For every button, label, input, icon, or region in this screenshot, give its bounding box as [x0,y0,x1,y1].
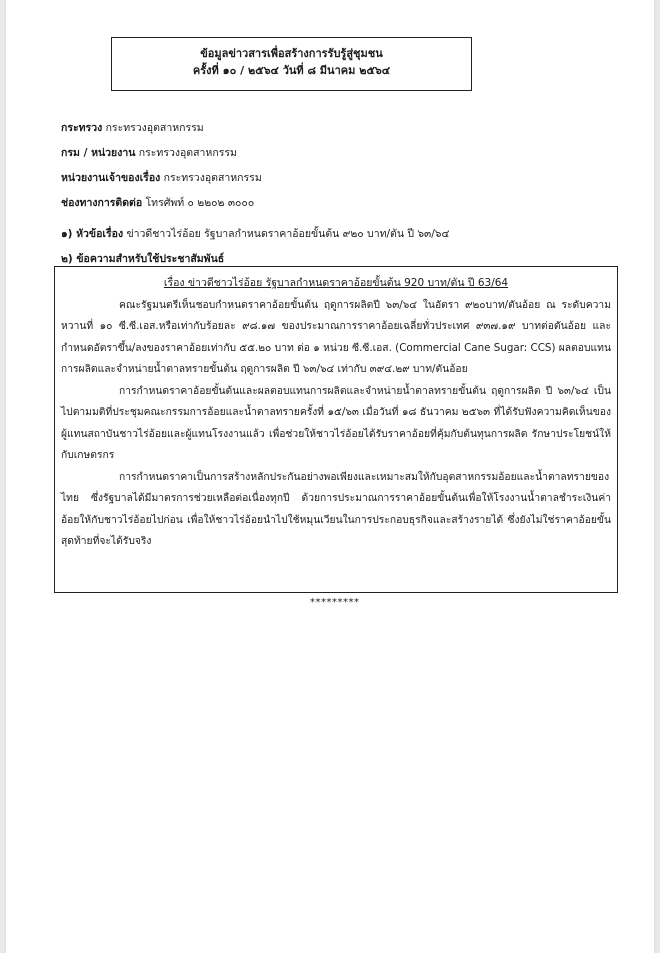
document-page [6,0,654,953]
owner-value: กระทรวงอุตสาหกรรม [163,172,262,184]
end-stars: ********* [310,597,360,608]
content-paragraph-1: คณะรัฐมนตรีเห็นชอบกำหนดราคาอ้อยขั้นต้น ฤดูการผลิตปี ๖๓/๖๔ ในอัตรา ๙๒๐บาท/ตันอ้อย ณ ระดับความหวานที่ ๑๐ ซี.ซี.เอส.หรือเท่ากับร้อยละ ๙๘.๑๗ ของประมาณการราคาอ้อยเฉลี่ยทั่วประเทศ ๙๓๗.๑๙ บาทต่อตันอ้อย และกำหนดอัตราขึ้น/ลงของราคาอ้อยเท่ากับ ๕๕.๒๐ บาท ต่อ ๑ หน่วย ซี.ซี.เอส. (Commercial Cane Sugar: CCS) ผลตอบแทนการผลิตและจำหน่ายน้ำตาลทรายขั้นต้น ฤดูการผลิต ปี ๖๓/๖๔ เท่ากับ ๓๙๔.๒๙ บาท/ตันอ้อย [61,298,611,375]
header-box [111,37,472,91]
department-label: กรม / หน่วยงาน [61,147,136,159]
contact-label: ช่องทางการติดต่อ [61,197,143,209]
meta-owner [61,171,262,185]
content-paragraph-2: การกำหนดราคาอ้อยขั้นต้นและผลตอบแทนการผลิตและจำหน่ายน้ำตาลทรายขั้นต้น ฤดูการผลิต ปี ๖๓/๖๔ เป็นไปตามมติที่ประชุมคณะกรรมการอ้อยและน้ำตาลทรายครั้งที่ ๑๕/๖๓ เมื่อวันที่ ๑๘ ธันวาคม ๒๕๖๓ ที่ได้รับฟังความคิดเห็นของผู้แทนสถาบันชาวไร่อ้อยและผู้แทนโรงงานแล้ว เพื่อช่วยให้ชาวไร่อ้อยได้รับราคาอ้อยที่คุ้มกับต้นทุนการผลิต รักษาประโยชน์ให้กับเกษตรกร [61,384,611,461]
owner-label: หน่วยงานเจ้าของเรื่อง [61,172,161,184]
meta-ministry [61,121,204,135]
meta-contact [61,196,254,210]
header-title: ข้อมูลข่าวสารเพื่อสร้างการรับรู้สู่ชุมชน [200,47,383,60]
header-subtitle: ครั้งที่ ๑๐ / ๒๕๖๔ วันที่ ๘ มีนาคม ๒๕๖๔ [192,64,391,77]
topic-line [61,227,449,241]
pr-section-heading [61,252,224,266]
topic-value: ข่าวดีชาวไร่อ้อย รัฐบาลกำหนดราคาอ้อยขั้นต้น ๙๒๐ บาท/ตัน ปี ๖๓/๖๔ [126,228,450,240]
department-value: กระทรวงอุตสาหกรรม [138,147,237,159]
ministry-label: กระทรวง [61,122,103,134]
content-paragraph-3: การกำหนดราคาเป็นการสร้างหลักประกันอย่างพอเพียงและเหมาะสมให้กับอุตสาหกรรมอ้อยและน้ำตาลทรายของไทย ซึ่งรัฐบาลได้มีมาตรการช่วยเหลือต่อเนื่องทุกปี ด้วยการประมาณการราคาอ้อยขั้นต้นเพื่อให้โรงงานน้ำตาลชำระเงินค่าอ้อยให้กับชาวไร่อ้อยไปก่อน เพื่อให้ชาวไร่อ้อยนำไปใช้หมุนเวียนในการประกอบธุรกิจและสร้างรายได้ ซึ่งยังไม่ใช่ราคาอ้อยขั้นสุดท้ายที่จะได้รับจริง [61,470,611,547]
pr-section-label: ๒) ข้อความสำหรับใช้ประชาสัมพันธ์ [61,253,225,265]
content-subject: เรื่อง ข่าวดีชาวไร่อ้อย รัฐบาลกำหนดราคาอ้อยขั้นต้น 920 บาท/ตัน ปี 63/64 [163,277,509,289]
topic-label: ๑) หัวข้อเรื่อง [61,228,124,240]
content-box [54,266,618,593]
meta-department [61,146,237,160]
contact-value: โทรศัพท์ ๐ ๒๒๐๒ ๓๐๐๐ [145,197,255,209]
ministry-value: กระทรวงอุตสาหกรรม [105,122,204,134]
